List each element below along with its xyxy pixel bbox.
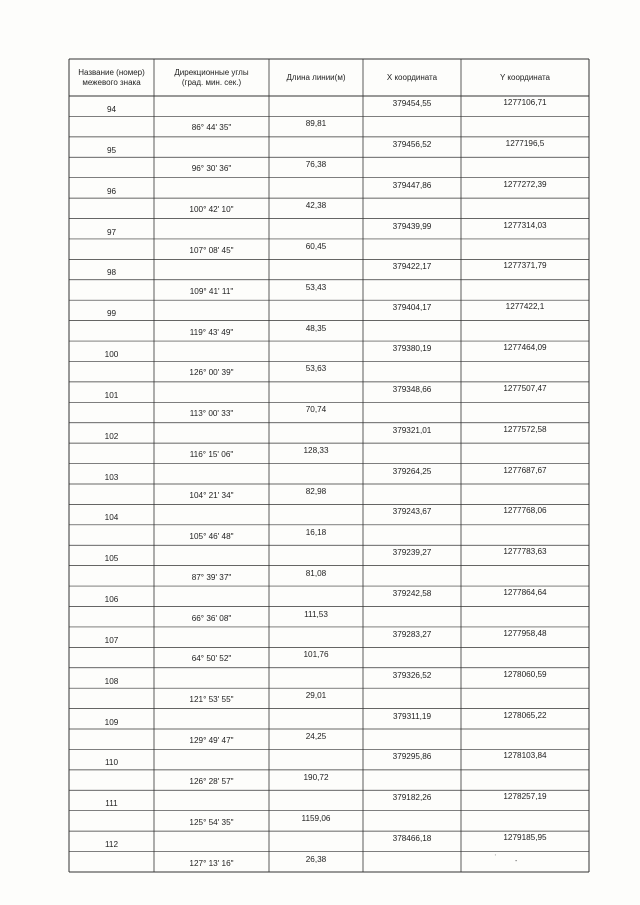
direction-angle: 121° 53' 55" xyxy=(189,695,234,705)
x-coordinate: 379311,19 xyxy=(392,711,432,721)
point-name: 101 xyxy=(104,390,119,400)
x-coordinate: 379239,27 xyxy=(392,548,432,558)
line-length: 48,35 xyxy=(305,323,327,333)
direction-angle: 64° 50' 52" xyxy=(191,654,232,664)
direction-angle: 105° 46' 48" xyxy=(189,531,234,541)
header-angle-line1: Дирекционные углы xyxy=(174,67,249,77)
direction-angle: 129° 49' 47" xyxy=(189,736,234,746)
header-name-line1: Название (номер) xyxy=(78,67,145,77)
line-length: 128,33 xyxy=(303,446,329,456)
x-coordinate: 379404,17 xyxy=(392,303,432,313)
y-coordinate: 1278060,59 xyxy=(503,669,547,679)
x-coordinate: 379422,17 xyxy=(392,262,432,272)
line-length: 76,38 xyxy=(305,160,327,170)
point-name: 96 xyxy=(106,186,117,196)
x-coordinate: 379264,25 xyxy=(392,466,432,476)
line-length: 101,76 xyxy=(303,650,329,660)
x-coordinate: 379447,86 xyxy=(392,180,432,190)
line-length: 82,98 xyxy=(305,486,327,496)
header-x: X координата xyxy=(386,72,438,82)
scan-mark: - xyxy=(515,858,518,865)
y-coordinate: 1277783,63 xyxy=(503,547,547,557)
header-name xyxy=(69,59,154,96)
direction-angle: 126° 00' 39" xyxy=(189,368,234,378)
point-name: 109 xyxy=(104,717,119,727)
line-length: 190,72 xyxy=(303,772,329,782)
line-length: 29,01 xyxy=(305,691,327,701)
x-coordinate: 379456,52 xyxy=(392,139,432,149)
point-name: 107 xyxy=(104,635,119,645)
y-coordinate: 1277958,48 xyxy=(503,628,547,638)
y-coordinate: 1277371,79 xyxy=(503,261,547,271)
y-coordinate: 1279185,95 xyxy=(503,833,547,843)
x-coordinate: 379321,01 xyxy=(392,425,432,435)
line-length: 1159,06 xyxy=(301,813,331,823)
direction-angle: 100° 42' 10" xyxy=(189,205,234,215)
direction-angle: 127° 13' 16" xyxy=(189,858,234,868)
line-length: 89,81 xyxy=(305,119,327,129)
header-angle xyxy=(154,59,269,96)
point-name: 103 xyxy=(104,472,119,482)
direction-angle: 86° 44' 35" xyxy=(191,123,232,133)
point-name: 106 xyxy=(104,595,119,605)
point-name: 108 xyxy=(104,676,119,686)
point-name: 95 xyxy=(106,145,117,155)
direction-angle: 66° 36' 08" xyxy=(191,613,232,623)
x-coordinate: 378466,18 xyxy=(392,834,432,844)
point-name: 104 xyxy=(104,513,119,523)
header-length: Длина линии(м) xyxy=(286,72,346,82)
x-coordinate: 379326,52 xyxy=(392,670,432,680)
y-coordinate: 1278257,19 xyxy=(503,792,547,802)
direction-angle: 125° 54' 35" xyxy=(189,817,234,827)
direction-angle: 113° 00' 33" xyxy=(189,409,234,419)
scan-mark: ˌ xyxy=(494,849,497,856)
x-coordinate: 379348,66 xyxy=(392,384,432,394)
y-coordinate: 1277272,39 xyxy=(503,179,547,189)
y-coordinate: 1277464,09 xyxy=(503,343,547,353)
x-coordinate: 379295,86 xyxy=(392,752,432,762)
point-name: 97 xyxy=(106,227,117,237)
direction-angle: 96° 30' 36" xyxy=(191,164,232,174)
y-coordinate: 1277196,5 xyxy=(505,138,545,148)
line-length: 53,63 xyxy=(305,364,327,374)
point-name: 94 xyxy=(106,105,117,114)
y-coordinate: 1277422,1 xyxy=(505,302,545,312)
x-coordinate: 379380,19 xyxy=(392,344,432,354)
y-coordinate: 1277768,06 xyxy=(503,506,547,516)
line-length: 70,74 xyxy=(305,405,327,415)
direction-angle: 119° 43' 49" xyxy=(189,327,234,337)
y-coordinate: 1277687,67 xyxy=(503,465,547,475)
line-length: 60,45 xyxy=(305,241,327,251)
y-coordinate: 1277507,47 xyxy=(503,383,547,393)
header-angle-line2: (град. мин. сек.) xyxy=(181,77,242,87)
point-name: 99 xyxy=(106,309,117,319)
x-coordinate: 379242,58 xyxy=(392,589,432,599)
line-length: 81,08 xyxy=(305,568,327,578)
direction-angle: 104° 21' 34" xyxy=(189,490,234,500)
point-name: 98 xyxy=(106,268,117,278)
y-coordinate: 1277864,64 xyxy=(503,588,547,598)
x-coordinate: 379182,26 xyxy=(392,793,432,803)
y-coordinate: 1277314,03 xyxy=(503,220,547,230)
x-coordinate: 379283,27 xyxy=(392,629,432,639)
line-length: 53,43 xyxy=(305,282,327,292)
point-name: 112 xyxy=(104,840,119,850)
point-name: 111 xyxy=(105,799,118,809)
point-name: 100 xyxy=(104,350,119,360)
x-coordinate: 379243,67 xyxy=(392,507,432,517)
line-length: 42,38 xyxy=(305,201,327,211)
point-name: 110 xyxy=(104,758,119,768)
point-name: 102 xyxy=(104,431,119,441)
point-name: 105 xyxy=(104,554,119,564)
line-length: 16,18 xyxy=(305,527,327,537)
direction-angle: 87° 39' 37" xyxy=(191,572,232,582)
line-length: 26,38 xyxy=(305,854,327,864)
line-length: 24,25 xyxy=(305,732,327,742)
header-y: Y координата xyxy=(499,72,551,82)
y-coordinate: 1278103,84 xyxy=(503,751,547,761)
direction-angle: 126° 28' 57" xyxy=(189,776,234,786)
y-coordinate: 1278065,22 xyxy=(503,710,547,720)
header-name-line2: межевого знака xyxy=(82,77,141,87)
direction-angle: 116° 15' 06" xyxy=(189,450,234,460)
x-coordinate: 379439,99 xyxy=(392,221,432,231)
y-coordinate: 1277572,58 xyxy=(503,424,547,434)
line-length: 111,53 xyxy=(304,609,328,619)
direction-angle: 109° 41' 11" xyxy=(189,286,234,296)
direction-angle: 107° 08' 45" xyxy=(189,245,234,255)
y-coordinate: 1277106,71 xyxy=(503,98,547,107)
x-coordinate: 379454,55 xyxy=(392,99,432,108)
